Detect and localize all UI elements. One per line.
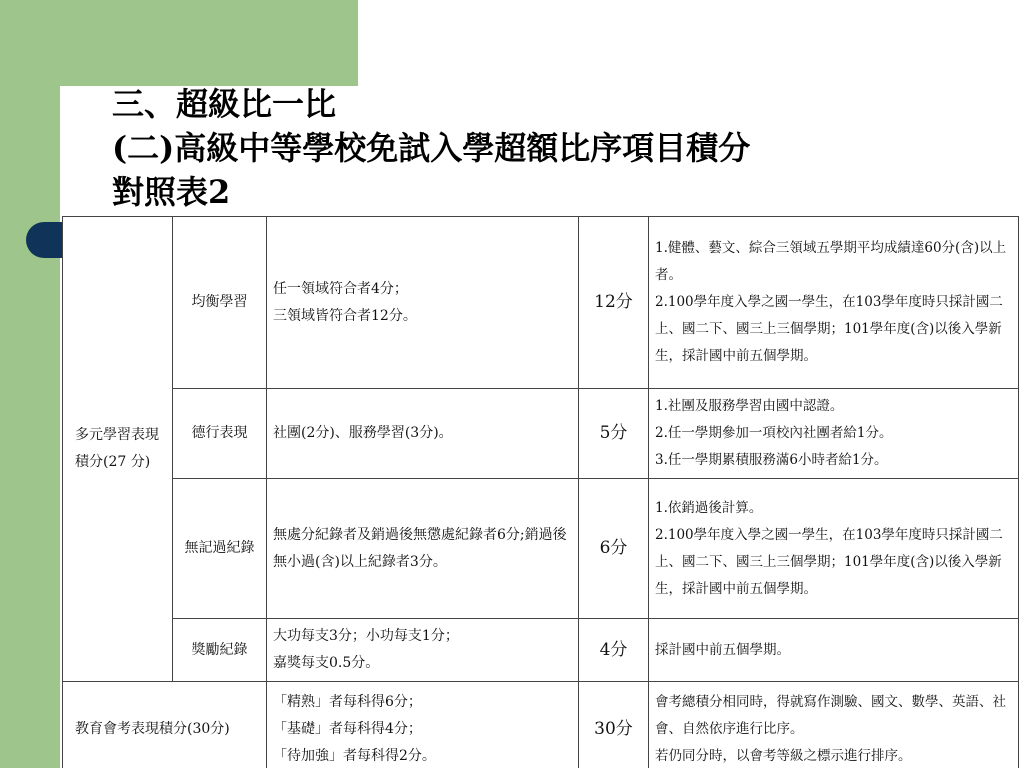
top-green-block — [0, 0, 358, 86]
score-table-container — [62, 216, 1022, 768]
notes-cell — [649, 619, 1019, 682]
left-green-bar — [0, 0, 60, 768]
max-score-cell — [579, 389, 649, 479]
note-line: 1.依銷過後計算。 — [655, 499, 763, 516]
item-cell — [173, 479, 267, 619]
max-score-cell — [579, 479, 649, 619]
max-score: 12分 — [594, 292, 633, 312]
table-row — [63, 217, 1019, 389]
max-score: 30分 — [594, 719, 633, 739]
table-row — [63, 389, 1019, 479]
category-cell — [63, 217, 173, 682]
criteria-cell — [267, 217, 579, 389]
score-table — [62, 216, 1019, 768]
criteria-cell — [267, 389, 579, 479]
note-line: 若仍同分時，以會考等級之標示進行排序。 — [655, 748, 912, 764]
notes-cell — [649, 389, 1019, 479]
max-score-cell — [579, 682, 649, 768]
criteria-line: 任一領域符合者4分； — [273, 280, 408, 297]
note-line: 2.100學年度入學之國一學生，在103學年度時只採計國二上、國二下、國三上三個學期；101學年度(含)以後入學新生，採計國中前五個學期。 — [655, 294, 1003, 364]
criteria-line: 「基礎」者每科得4分； — [273, 721, 422, 737]
criteria-line: 無處分紀錄者及銷過後無懲處紀錄者6分;銷過後無小過(含)以上紀錄者3分。 — [273, 526, 567, 570]
item-label: 德行表現 — [191, 425, 248, 441]
max-score-cell — [579, 619, 649, 682]
max-score: 4分 — [599, 639, 628, 660]
item-label: 均衡學習 — [191, 294, 248, 310]
note-line: 1.健體、藝文、綜合三領域五學期平均成績達60分(含)以上者。 — [655, 240, 1007, 283]
note-line: 採計國中前五個學期。 — [655, 641, 790, 658]
notes-cell — [649, 217, 1019, 389]
table-row — [63, 479, 1019, 619]
criteria-line: 大功每支3分；小功每支1分； — [273, 628, 459, 644]
item-label: 獎勵紀錄 — [191, 641, 248, 658]
max-score: 6分 — [599, 538, 628, 558]
max-score: 5分 — [599, 423, 628, 443]
category-label: 多元學習表現積分(27 分) — [75, 427, 159, 470]
criteria-cell — [267, 682, 579, 768]
item-cell — [173, 217, 267, 389]
item-cell — [173, 619, 267, 682]
criteria-line: 「精熟」者每科得6分； — [273, 694, 422, 710]
title-line-1: 三、超級比一比 — [112, 85, 337, 123]
note-line: 1.社團及服務學習由國中認證。 — [655, 398, 844, 414]
note-line: 會考總積分相同時，得就寫作測驗、國文、數學、英語、社會、自然依序進行比序。 — [655, 694, 1006, 737]
notes-cell — [649, 682, 1019, 768]
notes-cell — [649, 479, 1019, 619]
criteria-line: 「待加強」者每科得2分。 — [273, 748, 436, 764]
title-line-3: 對照表2 — [112, 173, 231, 211]
criteria-cell — [267, 619, 579, 682]
exam-label-cell — [63, 682, 267, 768]
slide-title — [112, 82, 750, 214]
table-row — [63, 682, 1019, 768]
exam-label: 教育會考表現積分(30分) — [75, 721, 230, 737]
criteria-line: 三領域皆符合者12分。 — [273, 307, 417, 324]
note-line: 2.100學年度入學之國一學生，在103學年度時只採計國二上、國二下、國三上三個學期；101學年度(含)以後入學新生，採計國中前五個學期。 — [655, 526, 1003, 597]
note-line: 3.任一學期累積服務滿6小時者給1分。 — [655, 452, 888, 468]
note-line: 2.任一學期參加一項校內社團者給1分。 — [655, 425, 893, 441]
criteria-cell — [267, 479, 579, 619]
item-cell — [173, 389, 267, 479]
criteria-line: 嘉獎每支0.5分。 — [273, 655, 380, 671]
table-row — [63, 619, 1019, 682]
item-label: 無記過紀錄 — [184, 540, 255, 556]
max-score-cell — [579, 217, 649, 389]
title-line-2: (二)高級中等學校免試入學超額比序項目積分 — [112, 129, 751, 167]
criteria-line: 社團(2分)、服務學習(3分)。 — [273, 425, 453, 441]
